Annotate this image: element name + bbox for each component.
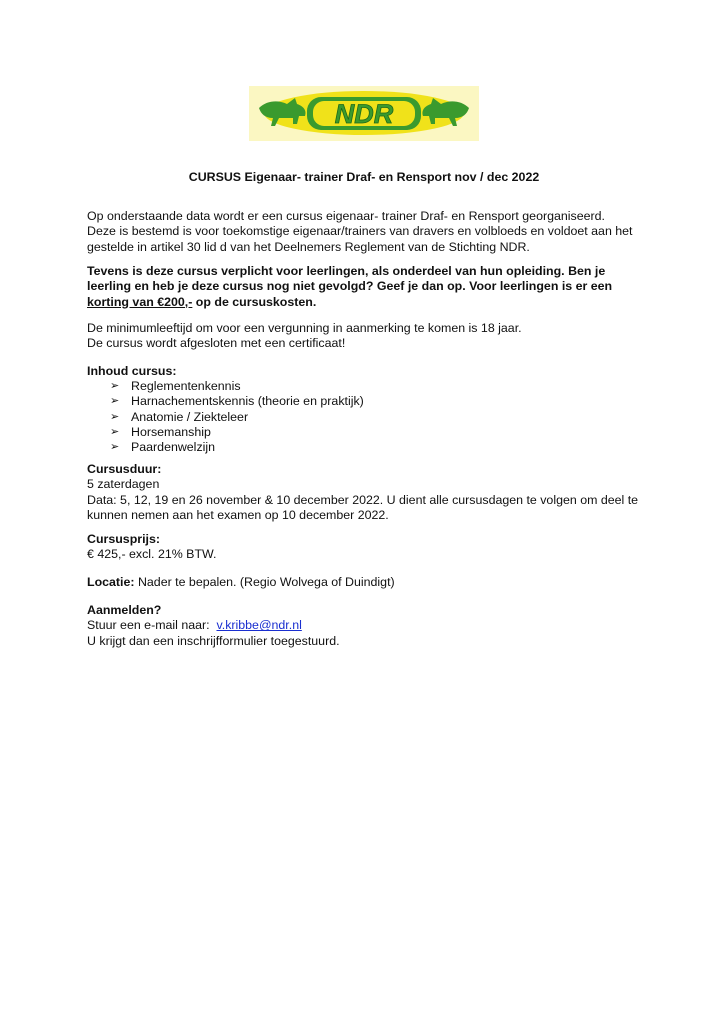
logo-text: NDR [334,99,394,129]
aanmelden-line [87,618,647,633]
list-item-label: Horsemanship [131,424,211,439]
requirements-line: De minimumleeftijd om voor een vergunning in aanmerking te komen is 18 jaar. [87,321,522,335]
list-item [110,394,364,409]
leerlingen-line [87,295,647,310]
korting-text: korting van €200,- [87,294,193,309]
cursusduur-heading: Cursusduur: [87,462,162,476]
arrowhead-bullet-icon: ➢ [110,380,120,392]
intro-line: Op onderstaande data wordt er een cursus eigenaar- trainer Draf- en Rensport georganiseerd. [87,209,605,223]
leerlingen-line-rest: op de cursuskosten. [192,294,317,309]
locatie-text: Nader te bepalen. (Regio Wolvega of Duindigt) [134,575,395,589]
locatie-line [87,575,647,590]
intro-line: Deze is bestemd is voor toekomstige eigenaar/trainers van dravers en volbloeds en voldoet aan het [87,224,633,239]
inhoud-heading: Inhoud cursus: [87,364,177,378]
cursusduur-line: Data: 5, 12, 19 en 26 november & 10 december 2022. U dient alle cursusdagen te volgen om deel te [87,492,639,507]
ndr-logo [249,86,479,141]
page-title: CURSUS Eigenaar- trainer Draf- en Rensport nov / dec 2022 [188,170,540,184]
arrowhead-bullet-icon: ➢ [110,395,120,408]
list-item-label: Anatomie / Ziekteleer [131,409,249,424]
cursusprijs-line: € 425,- excl. 21% BTW. [87,547,217,562]
requirements-line: De cursus wordt afgesloten met een certificaat! [87,336,346,351]
aanmelden-line: U krijgt dan een inschrijfformulier toegestuurd. [87,633,340,648]
arrowhead-bullet-icon: ➢ [110,410,120,423]
aanmelden-heading: Aanmelden? [87,603,162,617]
list-item-label: Reglementenkennis [131,379,241,393]
ndr-logo-graphic [249,86,479,141]
list-item [110,379,364,394]
aanmelden-section [87,603,647,649]
list-item [110,410,364,425]
cursusduur-line: kunnen nemen aan het examen op 10 december 2022. [87,507,389,522]
list-item-label: Harnachementskennis (theorie en praktijk) [131,394,364,409]
aanmelden-prefix: Stuur een e-mail naar: [87,618,217,633]
requirements-paragraph [87,321,647,352]
locatie-section [87,575,647,590]
inhoud-list [110,379,364,455]
arrowhead-bullet-icon: ➢ [110,441,120,454]
cursusduur-section [87,462,647,523]
leerlingen-paragraph [87,264,647,310]
leerlingen-line: Tevens is deze cursus verplicht voor leerlingen, als onderdeel van hun opleiding. Ben je [87,264,606,278]
list-item-label: Paardenwelzijn [131,440,216,455]
arrowhead-bullet-icon: ➢ [110,425,120,438]
intro-paragraph [87,209,647,255]
list-item [110,425,364,440]
cursusprijs-heading: Cursusprijs: [87,532,160,546]
intro-line: gestelde in artikel 30 lid d van het Deelnemers Reglement van de Stichting NDR. [87,239,530,254]
email-link[interactable]: v.kribbe@ndr.nl [216,618,302,633]
list-item [110,440,364,455]
cursusprijs-section [87,532,647,563]
cursusduur-line: 5 zaterdagen [87,477,160,492]
leerlingen-line: leerling en heb je deze cursus nog niet gevolgd? Geef je dan op. Voor leerlingen is er een [87,279,613,294]
locatie-label: Locatie: [87,575,135,589]
